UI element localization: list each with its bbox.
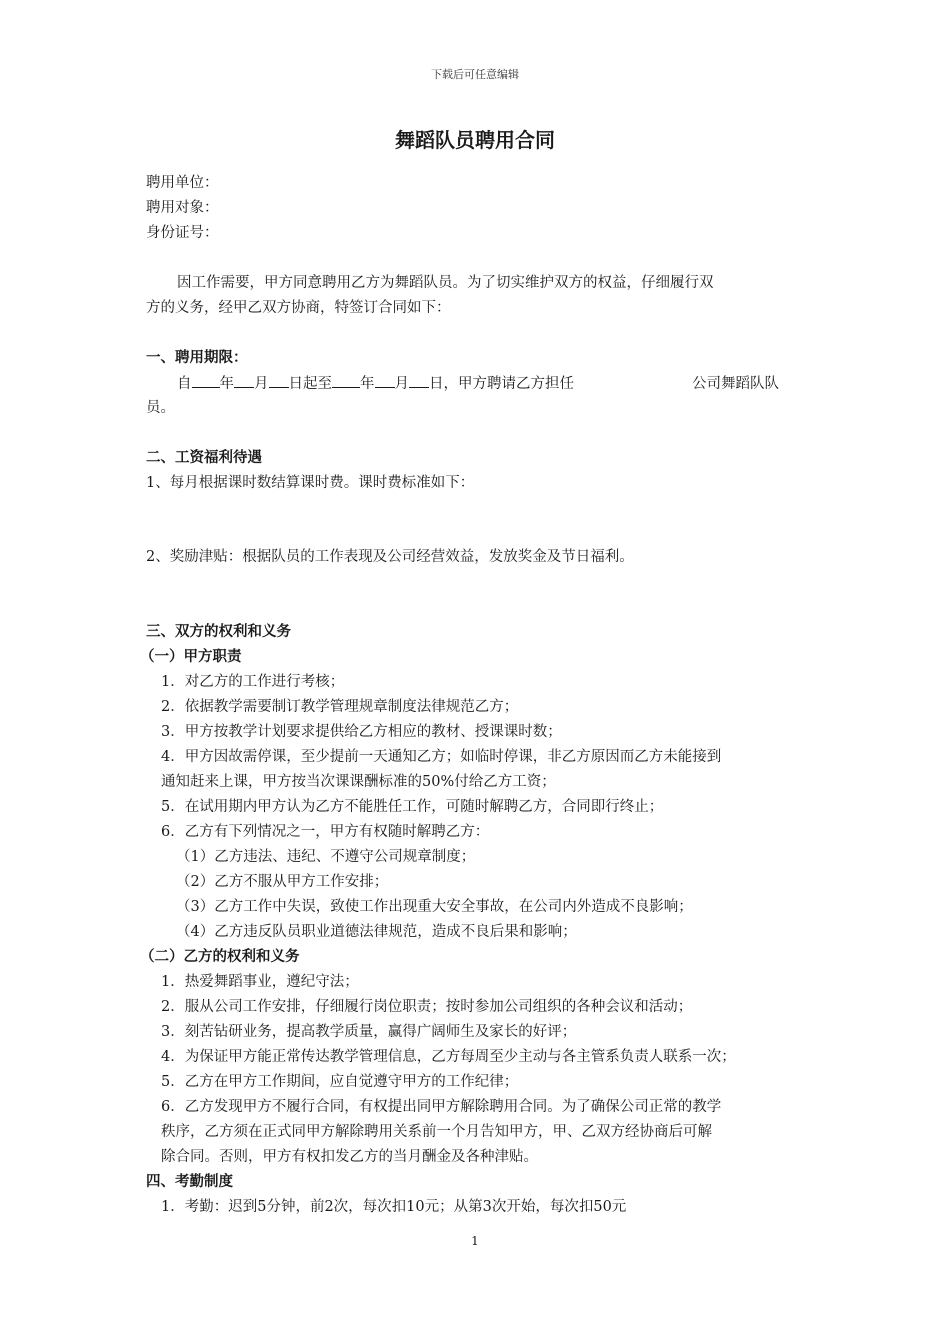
- sub-list-item: （1）乙方违法、违纪、不遵守公司规章制度；: [176, 849, 476, 865]
- section3-heading: 三、双方的权利和义务: [146, 624, 291, 640]
- sub-list-item: （2）乙方不服从甲方工作安排；: [176, 874, 389, 890]
- list-item: 2．服从公司工作安排，仔细履行岗位职责；按时参加公司组织的各种会议和活动；: [161, 999, 693, 1015]
- blank-day-start: [269, 373, 289, 388]
- list-item: 1．考勤：迟到5分钟，前2次，每次扣10元；从第3次开始，每次扣50元: [161, 1199, 627, 1215]
- section3-sub1: （一）甲方职责: [140, 649, 242, 665]
- sub-list-item: （4）乙方违反队员职业道德法律规范，造成不良后果和影响；: [176, 924, 577, 940]
- text: 月: [394, 376, 409, 392]
- sub-list-item: （3）乙方工作中失误，致使工作出现重大安全事故，在公司内外造成不良影响；: [176, 899, 693, 915]
- text: 公司舞蹈队队: [692, 376, 779, 392]
- field-id: 身份证号：: [146, 225, 219, 241]
- text: 日，甲方聘请乙方担任: [429, 376, 574, 392]
- section4-heading: 四、考勤制度: [146, 1174, 233, 1190]
- field-unit: 聘用单位：: [146, 175, 219, 191]
- section2-heading: 二、工资福利待遇: [146, 450, 262, 466]
- text: 年: [219, 376, 234, 392]
- blank-month-start: [234, 373, 254, 388]
- intro-line-1: 因工作需要，甲方同意聘用乙方为舞蹈队员。为了切实维护双方的权益，仔细履行双: [177, 275, 714, 291]
- list-item: 4．甲方因故需停课，至少提前一天通知乙方；如临时停课，非乙方原因而乙方未能接到: [161, 749, 722, 765]
- section1-heading: 一、聘用期限：: [146, 350, 248, 366]
- list-item: 6．乙方有下列情况之一，甲方有权随时解聘乙方：: [161, 824, 490, 840]
- header-note: 下载后可任意编辑: [431, 68, 519, 81]
- list-item: 4．为保证甲方能正常传达教学管理信息，乙方每周至少主动与各主管系负责人联系一次；: [161, 1049, 736, 1065]
- blank-year-start: [192, 373, 220, 388]
- blank-day-end: [409, 373, 429, 388]
- list-item: 1．热爱舞蹈事业，遵纪守法；: [161, 974, 359, 990]
- list-item: 2．依据教学需要制订教学管理规章制度法律规范乙方；: [161, 699, 519, 715]
- list-item: 3．刻苦钻研业务，提高教学质量，赢得广阔师生及家长的好评；: [161, 1024, 577, 1040]
- section2-item-1: 1、每月根据课时数结算课时费。课时费标准如下：: [146, 475, 475, 491]
- section1-paragraph-end: 员。: [146, 400, 175, 416]
- list-item: 6．乙方发现甲方不履行合同，有权提出同甲方解除聘用合同。为了确保公司正常的教学: [161, 1099, 722, 1115]
- section3-sub2: （二）乙方的权利和义务: [140, 949, 300, 965]
- text: 自: [177, 376, 192, 392]
- list-item-continuation: 通知赶来上课，甲方按当次课课酬标准的50%付给乙方工资；: [161, 774, 556, 790]
- list-item-continuation: 除合同。否则，甲方有权扣发乙方的当月酬金及各种津贴。: [161, 1149, 538, 1165]
- list-item-continuation: 秩序，乙方须在正式同甲方解除聘用关系前一个月告知甲方，甲、乙双方经协商后可解: [161, 1124, 712, 1140]
- text: 年: [360, 376, 375, 392]
- list-item: 5．在试用期内甲方认为乙方不能胜任工作，可随时解聘乙方，合同即行终止；: [161, 799, 664, 815]
- list-item: 1．对乙方的工作进行考核；: [161, 674, 345, 690]
- text: 日起至: [288, 376, 332, 392]
- document-title: 舞蹈队员聘用合同: [395, 128, 555, 152]
- page-number: 1: [471, 1234, 479, 1248]
- blank-year-end: [332, 373, 360, 388]
- section2-item-2: 2、奖励津贴：根据队员的工作表现及公司经营效益，发放奖金及节日福利。: [146, 549, 634, 565]
- list-item: 5．乙方在甲方工作期间，应自觉遵守甲方的工作纪律；: [161, 1074, 519, 1090]
- text: 月: [254, 376, 269, 392]
- field-person: 聘用对象：: [146, 200, 219, 216]
- blank-month-end: [375, 373, 395, 388]
- list-item: 3．甲方按教学计划要求提供给乙方相应的教材、授课课时数；: [161, 724, 562, 740]
- section1-paragraph: [177, 373, 779, 394]
- intro-line-2: 方的义务，经甲乙双方协商，特签订合同如下：: [146, 300, 451, 316]
